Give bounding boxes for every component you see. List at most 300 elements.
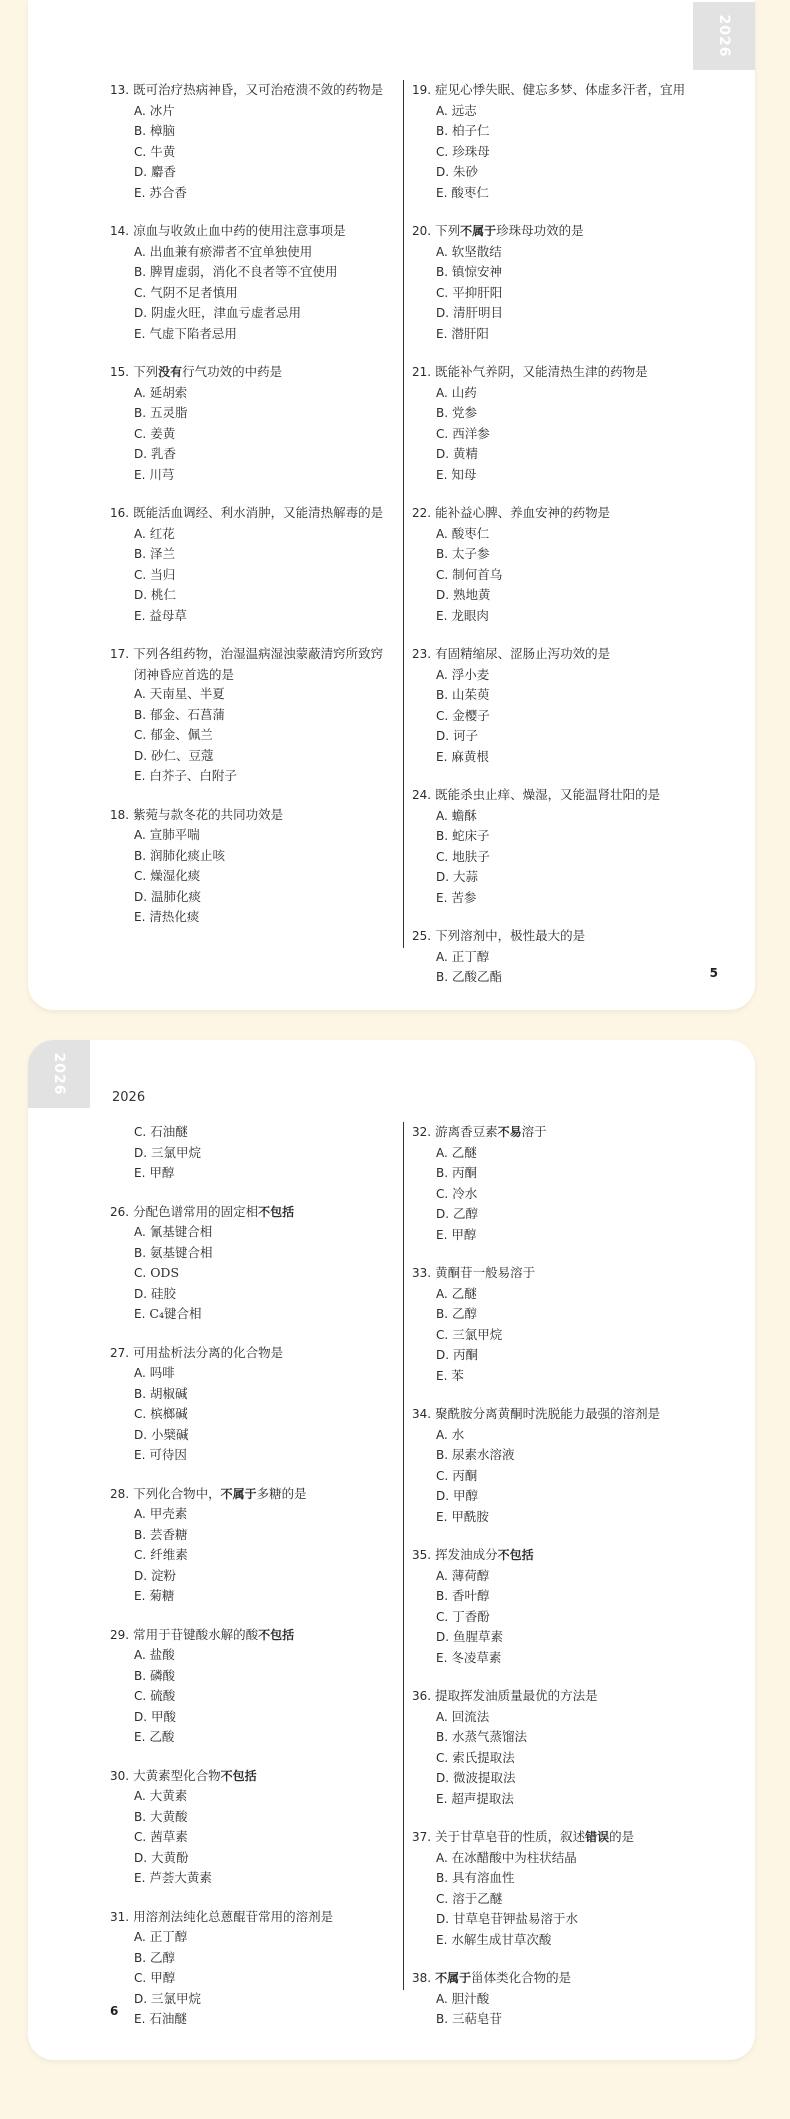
option-key: D.	[436, 306, 450, 320]
option-key: C.	[134, 1830, 147, 1844]
option-text: 地肤子	[452, 848, 490, 864]
option-text: 吗啡	[149, 1365, 175, 1380]
option-text: 甲壳素	[149, 1506, 188, 1521]
answer-option	[412, 685, 687, 706]
option-key: E.	[134, 2012, 146, 2026]
option-text: 水解生成甘草次酸	[451, 1931, 552, 1947]
option-key: B.	[134, 1386, 147, 1401]
answer-option	[412, 1748, 687, 1769]
option-text: 大黄酸	[150, 1808, 188, 1824]
option-text: 氰基键合相	[149, 1224, 213, 1239]
option-key: D.	[436, 729, 450, 743]
question-stem	[110, 1484, 385, 1505]
question-number: 16.	[110, 506, 130, 520]
stem-text: 的是	[609, 1829, 635, 1844]
option-key: B.	[436, 970, 449, 984]
question-stem	[412, 1827, 687, 1848]
option-text: 丙酮	[453, 1347, 479, 1362]
answer-option	[412, 1868, 687, 1889]
option-text: 龙眼肉	[451, 607, 489, 623]
question-stem	[412, 1686, 687, 1707]
option-key: E.	[134, 769, 146, 783]
answer-option	[412, 524, 687, 545]
option-text: 在冰醋酸中为柱状结晶	[451, 1849, 577, 1865]
option-key: A.	[134, 687, 146, 701]
option-key: E.	[436, 1791, 448, 1806]
answer-option	[412, 1989, 687, 2010]
option-text: 冷水	[452, 1185, 478, 1201]
stem-text: 症见心悸失眠、健忘多梦、体虚多汗者，宜用	[435, 82, 686, 97]
question-stem	[412, 1122, 687, 1143]
option-text: 甲醇	[453, 1488, 479, 1503]
stem-text: 大黄素型化合物	[133, 1767, 221, 1783]
option-text: 山药	[451, 384, 477, 400]
year-tab: 2026	[28, 1040, 90, 1108]
question-number: 38.	[412, 1971, 432, 1985]
option-key: B.	[436, 829, 449, 843]
option-key: E.	[134, 185, 146, 200]
emphasis-text: 不包括	[220, 1768, 257, 1783]
answer-option	[110, 283, 385, 304]
question-number: 35.	[412, 1548, 432, 1562]
option-text: 黄精	[453, 446, 479, 461]
answer-option	[110, 142, 385, 163]
option-text: 鱼腥草素	[453, 1629, 504, 1644]
answer-option	[412, 565, 687, 586]
question	[412, 503, 687, 626]
option-key: B.	[436, 406, 449, 420]
answer-option	[412, 665, 687, 686]
option-text: 党参	[452, 405, 478, 420]
option-text: 三氯甲烷	[151, 1990, 202, 2006]
stem-text: 常用于苷键酸水解的酸	[133, 1626, 259, 1642]
option-text: 清热化痰	[149, 909, 200, 924]
question-number: 13.	[110, 83, 130, 97]
option-key: A.	[134, 828, 146, 842]
stem-text: 黄酮苷一般易溶于	[435, 1265, 536, 1280]
answer-option	[412, 947, 687, 968]
question-stem	[110, 644, 385, 684]
answer-option	[110, 1425, 385, 1446]
option-text: 太子参	[452, 546, 490, 561]
question-continuation	[110, 1122, 385, 1184]
question-stem	[110, 1766, 385, 1787]
option-key: C.	[436, 1468, 449, 1483]
option-key: B.	[134, 707, 147, 722]
answer-option	[110, 846, 385, 867]
question-number: 17.	[110, 647, 130, 661]
question-stem	[412, 80, 687, 101]
option-key: A.	[436, 103, 448, 118]
question-number: 25.	[412, 929, 432, 943]
option-text: 苏合香	[149, 184, 187, 200]
question	[110, 503, 385, 626]
option-key: D.	[134, 889, 148, 904]
answer-option	[110, 324, 385, 345]
answer-option	[412, 726, 687, 747]
question-stem	[412, 503, 687, 524]
option-text: 正丁醇	[451, 948, 490, 964]
option-key: D.	[436, 1348, 450, 1362]
question	[110, 1343, 385, 1466]
option-text: 水	[451, 1426, 465, 1442]
answer-option	[412, 867, 687, 888]
option-text: 具有溶血性	[452, 1870, 515, 1885]
option-key: C.	[436, 1327, 449, 1342]
right-column	[412, 1122, 687, 2048]
answer-option	[110, 1263, 385, 1284]
question-number: 14.	[110, 224, 130, 238]
option-text: 乙醇	[452, 1306, 478, 1321]
answer-option	[412, 1445, 687, 1466]
option-text: 索氏提取法	[452, 1749, 515, 1765]
emphasis-text: 不包括	[497, 1548, 534, 1562]
option-key: C.	[134, 1125, 147, 1139]
option-text: 蟾酥	[451, 807, 477, 823]
answer-option	[110, 1445, 385, 1466]
option-text: 乙酸乙酯	[452, 969, 503, 984]
question	[412, 80, 687, 203]
option-text: 酸枣仁	[451, 525, 490, 541]
option-text: 胆汁酸	[451, 1990, 490, 2006]
option-key: E.	[134, 608, 146, 623]
answer-option	[110, 444, 385, 465]
answer-option	[110, 1545, 385, 1566]
option-key: E.	[436, 467, 448, 482]
answer-option	[412, 888, 687, 909]
option-text: 正丁醇	[149, 1929, 188, 1944]
stem-text: 下列	[435, 223, 461, 238]
question	[110, 221, 385, 344]
option-text: 硅胶	[151, 1285, 177, 1301]
answer-option	[412, 1304, 687, 1325]
answer-option	[412, 1566, 687, 1587]
option-text: 甘草皂苷钾盐易溶于水	[453, 1911, 579, 1926]
option-text: 甲醇	[150, 1970, 176, 1985]
option-text: 知母	[451, 466, 477, 482]
option-text: 白芥子、白附子	[149, 768, 237, 783]
option-text: 麻黄根	[451, 748, 489, 764]
option-key: A.	[436, 1709, 448, 1724]
option-key: D.	[436, 447, 450, 461]
question-stem	[412, 221, 687, 242]
answer-option	[110, 705, 385, 726]
answer-option	[110, 766, 385, 787]
answer-option	[412, 1627, 687, 1648]
option-text: 出血兼有瘀滞者不宜单独使用	[149, 243, 313, 259]
option-key: D.	[134, 1568, 148, 1583]
option-text: 微波提取法	[453, 1770, 516, 1785]
option-text: 芸香糖	[150, 1526, 188, 1542]
answer-option	[412, 1768, 687, 1789]
answer-option	[110, 1586, 385, 1607]
option-key: E.	[134, 1871, 146, 1885]
stem-text: 溶于	[521, 1124, 547, 1139]
option-text: 浮小麦	[451, 666, 490, 682]
option-text: 熟地黄	[453, 587, 491, 602]
answer-option	[110, 1707, 385, 1728]
option-key: E.	[436, 1932, 448, 1947]
option-key: A.	[436, 1286, 448, 1301]
option-text: 朱砂	[453, 164, 479, 179]
option-key: C.	[134, 1407, 147, 1421]
answer-option	[110, 725, 385, 746]
question-number: 24.	[412, 788, 432, 802]
option-text: 大黄素	[149, 1788, 188, 1803]
year-label: 2026	[112, 1090, 146, 1105]
option-text: 纤维素	[150, 1547, 188, 1562]
option-text: 苦参	[451, 889, 477, 905]
option-text: ODS	[150, 1265, 180, 1280]
option-text: 丙酮	[452, 1165, 478, 1180]
option-key: D.	[134, 1991, 148, 2006]
option-key: A.	[436, 667, 448, 682]
answer-option	[110, 1525, 385, 1546]
option-text: 回流法	[451, 1708, 490, 1724]
question-stem	[110, 80, 385, 101]
option-key: D.	[134, 1850, 148, 1865]
stem-text: 有固精缩尿、涩肠止泻功效的是	[435, 646, 611, 661]
emphasis-text: 不属于	[460, 224, 497, 238]
stem-text: 下列溶剂中，极性最大的是	[435, 928, 586, 943]
option-key: E.	[436, 1227, 448, 1242]
option-text: 磷酸	[150, 1667, 176, 1683]
option-text: C₄键合相	[149, 1306, 202, 1321]
option-key: D.	[436, 1207, 450, 1221]
answer-option	[110, 1122, 385, 1143]
option-text: 柏子仁	[452, 123, 490, 138]
option-key: D.	[436, 588, 450, 602]
option-key: B.	[436, 1166, 449, 1180]
option-key: D.	[134, 1145, 148, 1160]
answer-option	[412, 967, 687, 988]
option-text: 阴虚火旺，津血亏虚者忌用	[151, 305, 302, 320]
option-text: 氨基键合相	[150, 1244, 213, 1260]
option-text: 硫酸	[150, 1688, 176, 1703]
option-key: A.	[134, 1507, 146, 1521]
option-key: A.	[134, 1225, 146, 1239]
option-key: C.	[436, 1891, 449, 1906]
option-text: 石油醚	[150, 1124, 188, 1139]
answer-option	[412, 585, 687, 606]
answer-option	[412, 142, 687, 163]
answer-option	[110, 242, 385, 263]
answer-option	[110, 1143, 385, 1164]
question-number: 19.	[412, 83, 432, 97]
option-key: B.	[134, 406, 147, 420]
option-text: 大蒜	[453, 869, 479, 884]
stem-text: 珍珠母功效的是	[496, 223, 584, 238]
stem-text: 甾体类化合物的是	[471, 1970, 572, 1985]
answer-option	[110, 424, 385, 445]
option-key: B.	[436, 265, 449, 279]
emphasis-text: 错误	[585, 1830, 610, 1844]
answer-option	[110, 1968, 385, 1989]
answer-option	[110, 1666, 385, 1687]
question	[110, 1625, 385, 1748]
option-key: E.	[134, 910, 146, 924]
option-key: E.	[134, 1730, 146, 1744]
option-text: 山茱萸	[452, 687, 490, 702]
answer-option	[110, 1786, 385, 1807]
answer-option	[110, 1363, 385, 1384]
stem-text: 多糖的是	[256, 1485, 307, 1501]
stem-text: 既能杀虫止痒、燥湿，又能温肾壮阳的是	[435, 787, 661, 802]
option-key: C.	[436, 144, 449, 159]
option-text: 甲酰胺	[451, 1508, 489, 1524]
answer-option	[110, 585, 385, 606]
option-key: B.	[436, 1589, 449, 1603]
option-text: 郁金、佩兰	[150, 727, 213, 742]
option-text: 尿素水溶液	[452, 1447, 515, 1462]
answer-option	[110, 183, 385, 204]
question-number: 28.	[110, 1486, 130, 1501]
option-text: 脾胃虚弱，消化不良者等不宜使用	[150, 264, 338, 279]
stem-text: 提取挥发油质量最优的方法是	[435, 1688, 598, 1703]
question	[110, 1766, 385, 1889]
option-text: 甲酸	[151, 1708, 177, 1724]
answer-option	[412, 303, 687, 324]
option-key: A.	[134, 385, 146, 400]
exam-page-6	[28, 1040, 755, 2060]
question-number: 22.	[412, 506, 432, 520]
stem-text: 行气功效的中药是	[182, 364, 283, 379]
option-key: C.	[134, 1266, 147, 1280]
question-stem	[412, 1404, 687, 1425]
question	[412, 1827, 687, 1950]
question-stem	[110, 1202, 385, 1223]
option-text: 冰片	[149, 102, 175, 118]
option-key: E.	[436, 890, 448, 905]
option-key: A.	[134, 1789, 146, 1803]
option-text: 远志	[451, 102, 477, 118]
option-text: 茜草素	[150, 1829, 188, 1844]
year-tab: 2026	[693, 2, 755, 70]
option-key: B.	[436, 1307, 449, 1321]
question	[110, 644, 385, 787]
option-text: 牛黄	[150, 143, 176, 159]
option-text: 砂仁、豆蔻	[151, 747, 214, 763]
emphasis-text: 不易	[497, 1125, 522, 1139]
answer-option	[412, 1466, 687, 1487]
emphasis-text: 不属于	[220, 1486, 257, 1501]
option-key: B.	[134, 1527, 147, 1542]
answer-option	[412, 1225, 687, 1246]
answer-option	[110, 1304, 385, 1325]
stem-text: 既能活血调经、利水消肿，又能清热解毒的是	[133, 505, 384, 520]
stem-text: 游离香豆素	[435, 1124, 498, 1139]
option-key: C.	[436, 1750, 449, 1765]
question-stem	[412, 362, 687, 383]
option-text: 淀粉	[151, 1567, 177, 1583]
emphasis-text: 没有	[158, 365, 183, 379]
option-key: E.	[436, 1650, 448, 1665]
stem-text: 既能补气养阴，又能清热生津的药物是	[435, 364, 648, 379]
answer-option	[412, 806, 687, 827]
option-key: E.	[436, 749, 448, 764]
question	[412, 362, 687, 485]
option-text: 樟脑	[150, 123, 176, 138]
answer-option	[412, 1909, 687, 1930]
question	[412, 785, 687, 908]
option-key: D.	[134, 748, 148, 763]
answer-option	[412, 606, 687, 627]
question-number: 33.	[412, 1266, 432, 1280]
answer-option	[412, 324, 687, 345]
question-number: 18.	[110, 807, 130, 822]
option-key: A.	[134, 1366, 146, 1380]
question-number: 29.	[110, 1627, 130, 1642]
left-column	[110, 1122, 385, 2048]
answer-option	[110, 907, 385, 928]
option-text: 超声提取法	[451, 1790, 514, 1806]
page-number: 6	[110, 2004, 119, 2018]
option-text: 三氯甲烷	[151, 1144, 202, 1160]
answer-option	[412, 1789, 687, 1810]
question-stem	[110, 1625, 385, 1646]
option-key: C.	[134, 869, 147, 883]
option-key: A.	[436, 1850, 448, 1865]
answer-option	[110, 684, 385, 705]
option-text: 大黄酚	[151, 1849, 189, 1865]
option-text: 泽兰	[150, 546, 176, 561]
answer-option	[110, 1948, 385, 1969]
option-key: B.	[436, 124, 449, 138]
option-text: 天南星、半夏	[149, 686, 225, 701]
column-divider	[403, 80, 404, 948]
option-text: 乙醚	[451, 1144, 477, 1160]
stem-text: 凉血与收敛止血中药的使用注意事项是	[133, 223, 346, 238]
question-number: 26.	[110, 1204, 130, 1219]
page-number: 5	[709, 966, 718, 980]
answer-option	[412, 1930, 687, 1951]
stem-text: 聚酰胺分离黄酮时洗脱能力最强的溶剂是	[435, 1406, 661, 1421]
option-key: E.	[436, 608, 448, 623]
answer-option	[412, 1143, 687, 1164]
question-stem	[110, 1907, 385, 1928]
answer-option	[412, 444, 687, 465]
answer-option	[412, 403, 687, 424]
question-number: 34.	[412, 1407, 432, 1421]
option-key: A.	[134, 244, 146, 259]
question	[110, 1907, 385, 2030]
answer-option	[412, 1507, 687, 1528]
answer-option	[412, 1325, 687, 1346]
option-key: D.	[436, 1771, 450, 1785]
option-text: 潜肝阳	[451, 325, 489, 341]
answer-option	[110, 1848, 385, 1869]
option-text: 珍珠母	[452, 143, 490, 159]
option-text: 乙酸	[149, 1729, 175, 1744]
option-text: 麝香	[151, 164, 177, 179]
answer-option	[110, 746, 385, 767]
answer-option	[412, 424, 687, 445]
answer-option	[110, 1645, 385, 1666]
option-text: 芦荟大黄素	[149, 1870, 212, 1885]
option-text: 丙酮	[452, 1467, 478, 1483]
option-key: E.	[134, 1589, 146, 1603]
answer-option	[110, 2009, 385, 2030]
option-text: 川芎	[149, 466, 175, 482]
option-key: C.	[436, 567, 449, 582]
question-number: 27.	[110, 1345, 130, 1360]
stem-text: 下列化合物中，	[133, 1485, 221, 1501]
answer-option	[412, 1586, 687, 1607]
stem-text: 挥发油成分	[435, 1547, 498, 1562]
answer-option	[110, 403, 385, 424]
option-key: C.	[436, 1186, 449, 1201]
option-text: 胡椒碱	[150, 1385, 188, 1401]
